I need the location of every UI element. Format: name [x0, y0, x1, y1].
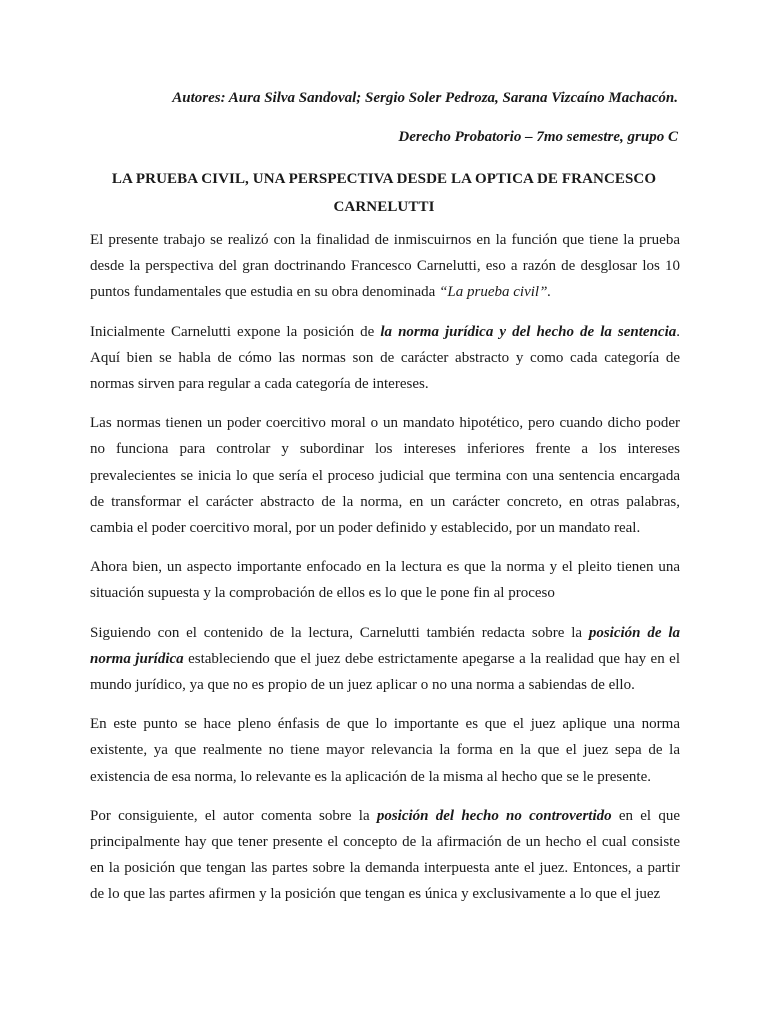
paragraph-text: en el que principalmente hay que tener presente el concepto de la afirmación de un hecho el cual consiste en la posición que tengan las partes sobre la demanda interpuesta ante el juez. Entonces, a partir de lo que las partes afirmen y la posición que tengan es única y exclusivamente a lo que el juez	[90, 807, 680, 903]
document-body	[90, 227, 680, 921]
paragraph-intro	[90, 227, 680, 306]
paragraph-situacion-supuesta: Ahora bien, un aspecto importante enfocado en la lectura es que la norma y el pleito tienen una situación supuesta y la comprobación de ellos es lo que le pone fin al proceso	[90, 559, 680, 602]
emphasis-text: posición de la norma jurídica	[90, 624, 680, 667]
paragraph-hecho-no-controvertido	[90, 803, 680, 908]
document-title	[90, 165, 678, 221]
emphasis-text: la norma jurídica y del hecho de la sentencia	[380, 323, 677, 340]
course-line: Derecho Probatorio – 7mo semestre, grupo C	[398, 129, 678, 145]
paragraph-norma-sentencia	[90, 319, 680, 398]
title-line-1: LA PRUEBA CIVIL, UNA PERSPECTIVA DESDE LA OPTICA DE FRANCESCO	[111, 171, 657, 187]
paragraph-poder-coercitivo: Las normas tienen un poder coercitivo moral o un mandato hipotético, pero cuando dicho poder no funciona para controlar y subordinar los intereses inferiores frente a los intereses prevalecientes se inicia lo que sería el proceso judicial que termina con una sentencia encargada de transformar el carácter abstracto de la norma, en un carácter concreto, en otras palabras, cambia el poder coercitivo moral, por un poder definido y establecido, por un mandato real.	[90, 415, 680, 537]
book-title-emphasis: “La prueba civil”.	[439, 284, 552, 301]
paragraph-text: . Aquí bien se habla de cómo las normas son de carácter abstracto y como cada categoría de normas sirven para regular a cada categoría de intereses.	[90, 323, 681, 393]
title-line-2: CARNELUTTI	[333, 199, 435, 215]
paragraph-text: Por consiguiente, el autor comenta sobre la	[90, 807, 377, 824]
paragraph-text: estableciendo que el juez debe estrictamente apegarse a la realidad que hay en el mundo jurídico, ya que no es propio de un juez aplicar o no una norma a sabiendas de ello.	[90, 650, 681, 694]
paragraph-text: Inicialmente Carnelutti expone la posición de	[90, 323, 381, 340]
authors-line: Autores: Aura Silva Sandoval; Sergio Soler Pedroza, Sarana Vizcaíno Machacón.	[172, 90, 678, 106]
paragraph-posicion-norma	[90, 620, 680, 699]
paragraph-text: El presente trabajo se realizó con la finalidad de inmiscuirnos en la función que tiene la prueba desde la perspectiva del gran doctrinando Francesco Carnelutti, eso a razón de desglosar los 10 puntos fundamentales que estudia en su obra denominada	[90, 232, 680, 301]
emphasis-text: posición del hecho no controvertido	[376, 807, 612, 824]
paragraph-enfasis: En este punto se hace pleno énfasis de que lo importante es que el juez aplique una norma existente, ya que realmente no tiene mayor relevancia la forma en la que el juez sepa de la existencia de esa norma, lo relevante es la aplicación de la misma al hecho que se le presente.	[90, 716, 680, 785]
paragraph-text: Siguiendo con el contenido de la lectura, Carnelutti también redacta sobre la	[90, 624, 589, 641]
